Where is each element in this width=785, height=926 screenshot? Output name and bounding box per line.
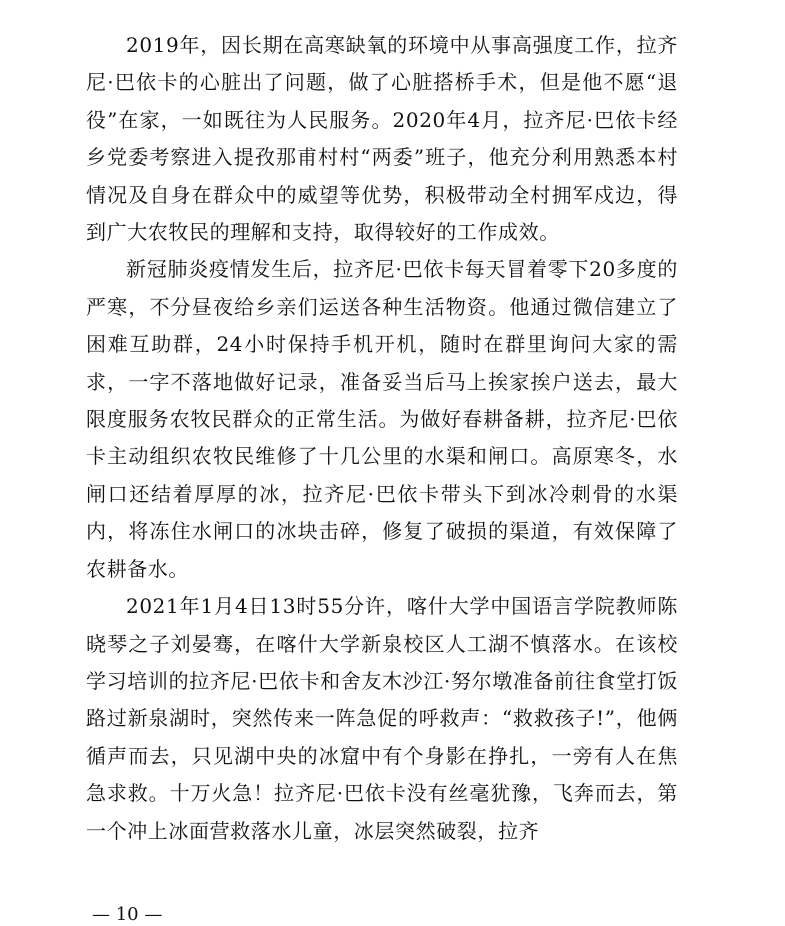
paragraph-3: 2021年1月4日13时55分许，喀什大学中国语言学院教师陈晓琴之子刘晏骞，在喀什大学新泉校区人工湖不慎落水。在该校学习培训的拉齐尼·巴依卡和舍友木沙江·努尔墩准备前往食堂打饭路过新泉湖时，突然传来一阵急促的呼救声：“救救孩子!”，他俩循声而去，只见湖中央的冰窟中有个身影在挣扎，一旁有人在焦急求救。十万火急！拉齐尼·巴依卡没有丝毫犹豫，飞奔而去，第一个冲上冰面营救落水儿童，冰层突然破裂，拉齐 [86, 594, 678, 843]
body-text [86, 27, 678, 850]
page-number: — 10 — [92, 904, 163, 925]
paragraph-2: 新冠肺炎疫情发生后，拉齐尼·巴依卡每天冒着零下20多度的严寒，不分昼夜给乡亲们运送各种生活物资。他通过微信建立了困难互助群，24小时保持手机开机，随时在群里询问大家的需求，一字不落地做好记录，准备妥当后马上挨家挨户送去，最大限度服务农牧民群众的正常生活。为做好春耕备耕，拉齐尼·巴依卡主动组织农牧民维修了十几公里的水渠和闸口。高原寒冬，水闸口还结着厚厚的冰，拉齐尼·巴依卡带头下到冰冷刺骨的水渠内，将冻住水闸口的冰块击碎，修复了破损的渠道，有效保障了农耕备水。 [86, 257, 678, 581]
paragraph-1: 2019年，因长期在高寒缺氧的环境中从事高强度工作，拉齐尼·巴依卡的心脏出了问题，做了心脏搭桥手术，但是他不愿“退役”在家，一如既往为人民服务。2020年4月，拉齐尼·巴依卡经乡党委考察进入提孜那甫村村“两委”班子，他充分利用熟悉本村情况及自身在群众中的威望等优势，积极带动全村拥军戍边，得到广大农牧民的理解和支持，取得较好的工作成效。 [86, 33, 678, 245]
